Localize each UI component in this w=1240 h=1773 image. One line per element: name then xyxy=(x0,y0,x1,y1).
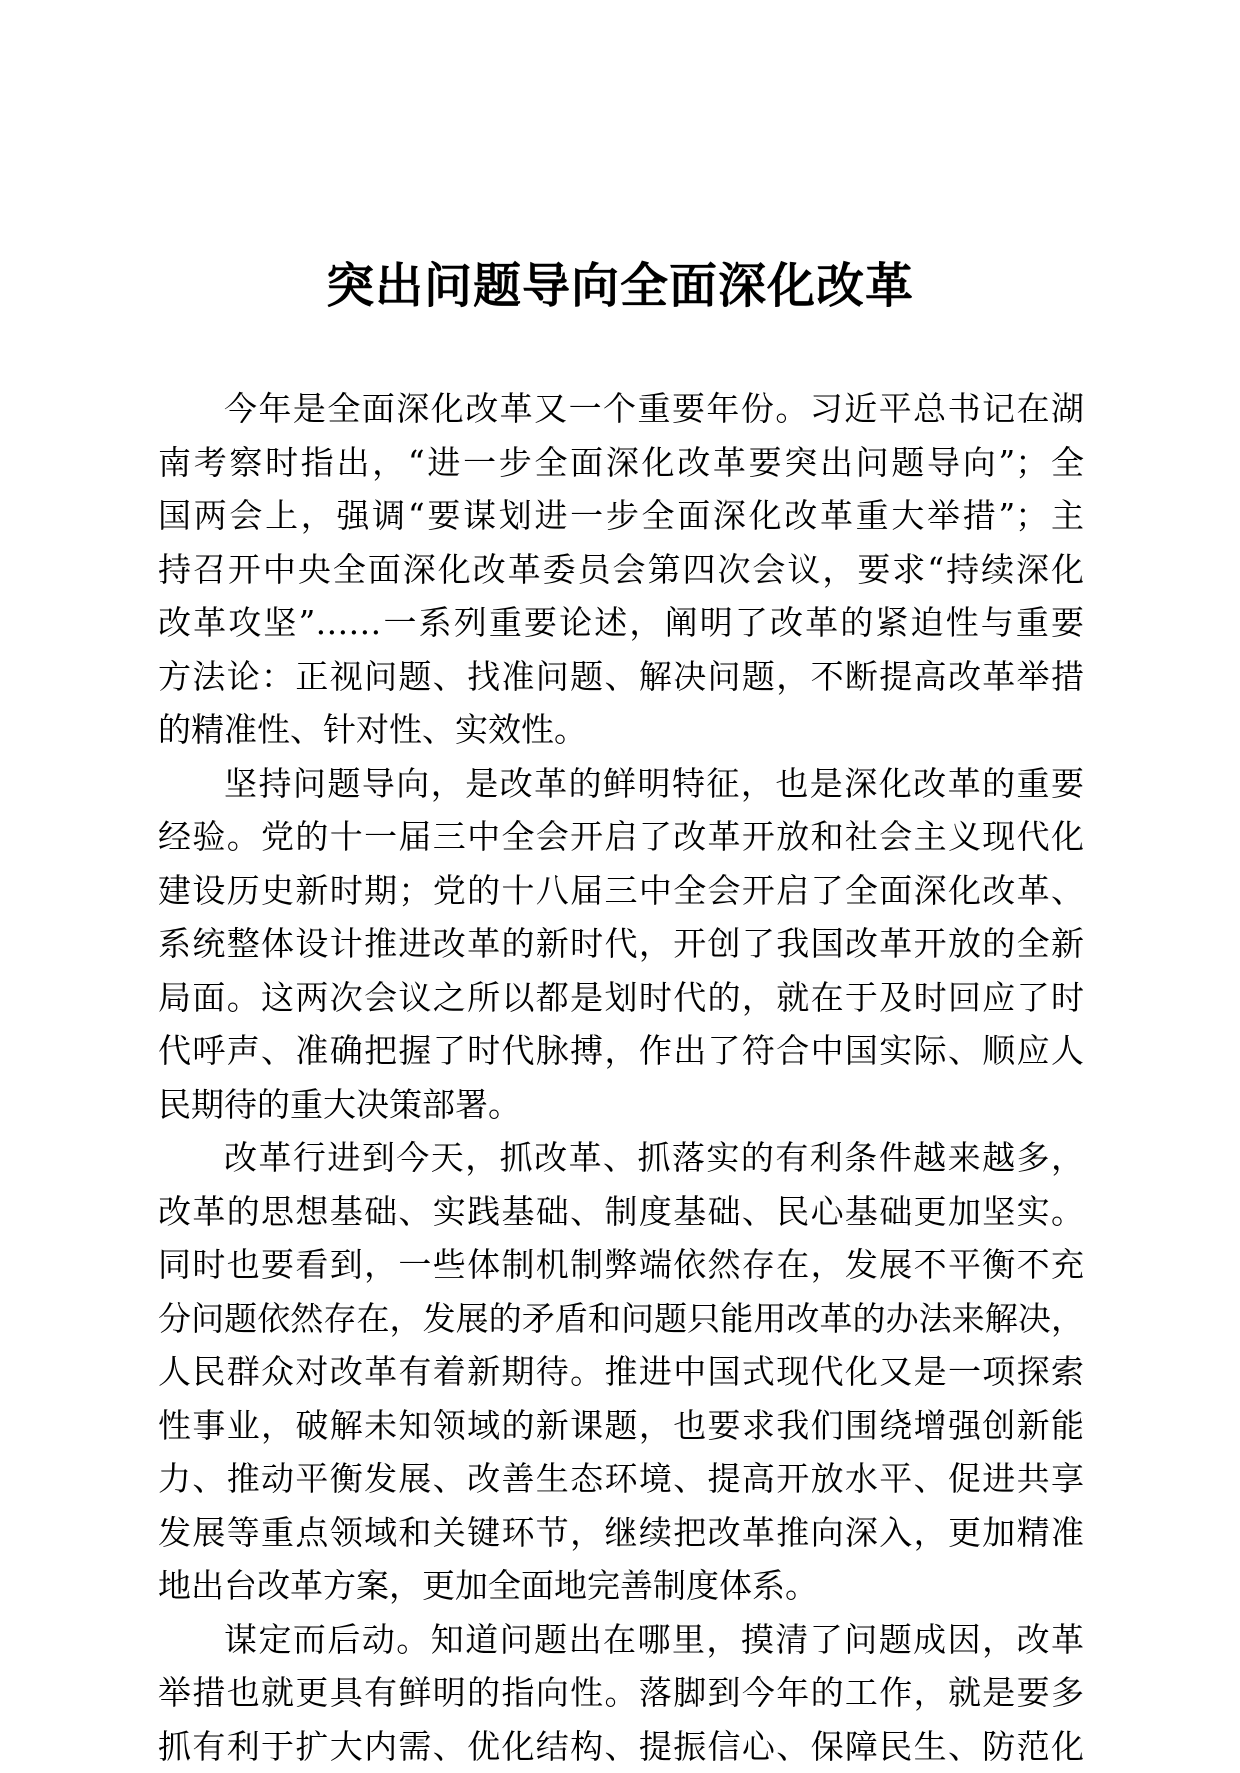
text-line: 南考察时指出，“进一步全面深化改革要突出问题导向”；全 xyxy=(158,436,1084,490)
document-body xyxy=(158,382,1084,1773)
text-line: 举措也就更具有鲜明的指向性。落脚到今年的工作，就是要多 xyxy=(158,1666,1084,1720)
text-line: 坚持问题导向，是改革的鲜明特征，也是深化改革的重要 xyxy=(158,757,1084,811)
text-line: 性事业，破解未知领域的新课题，也要求我们围绕增强创新能 xyxy=(158,1399,1084,1453)
text-line: 人民群众对改革有着新期待。推进中国式现代化又是一项探索 xyxy=(158,1345,1084,1399)
text-line: 分问题依然存在，发展的矛盾和问题只能用改革的办法来解决， xyxy=(158,1292,1084,1346)
text-line: 系统整体设计推进改革的新时代，开创了我国改革开放的全新 xyxy=(158,917,1084,971)
text-line: 改革攻坚”……一系列重要论述，阐明了改革的紧迫性与重要 xyxy=(158,596,1084,650)
text-line: 持召开中央全面深化改革委员会第四次会议，要求“持续深化 xyxy=(158,543,1084,597)
text-line: 发展等重点领域和关键环节，继续把改革推向深入，更加精准 xyxy=(158,1506,1084,1560)
text-line: 改革行进到今天，抓改革、抓落实的有利条件越来越多， xyxy=(158,1131,1084,1185)
text-line: 经验。党的十一届三中全会开启了改革开放和社会主义现代化 xyxy=(158,810,1084,864)
text-line: 抓有利于扩大内需、优化结构、提振信心、保障民生、防范化 xyxy=(158,1720,1084,1773)
text-line: 方法论：正视问题、找准问题、解决问题，不断提高改革举措 xyxy=(158,650,1084,704)
text-line: 改革的思想基础、实践基础、制度基础、民心基础更加坚实。 xyxy=(158,1185,1084,1239)
text-line: 代呼声、准确把握了时代脉搏，作出了符合中国实际、顺应人 xyxy=(158,1024,1084,1078)
text-line: 的精准性、针对性、实效性。 xyxy=(158,703,1084,757)
document-title: 突出问题导向全面深化改革 xyxy=(0,254,1240,318)
text-line: 同时也要看到，一些体制机制弊端依然存在，发展不平衡不充 xyxy=(158,1238,1084,1292)
text-line: 今年是全面深化改革又一个重要年份。习近平总书记在湖 xyxy=(158,382,1084,436)
text-line: 国两会上，强调“要谋划进一步全面深化改革重大举措”；主 xyxy=(158,489,1084,543)
text-line: 局面。这两次会议之所以都是划时代的，就在于及时回应了时 xyxy=(158,971,1084,1025)
text-line: 谋定而后动。知道问题出在哪里，摸清了问题成因，改革 xyxy=(158,1613,1084,1667)
text-line: 地出台改革方案，更加全面地完善制度体系。 xyxy=(158,1559,1084,1613)
text-line: 民期待的重大决策部署。 xyxy=(158,1078,1084,1132)
text-line: 建设历史新时期；党的十八届三中全会开启了全面深化改革、 xyxy=(158,864,1084,918)
text-line: 力、推动平衡发展、改善生态环境、提高开放水平、促进共享 xyxy=(158,1452,1084,1506)
